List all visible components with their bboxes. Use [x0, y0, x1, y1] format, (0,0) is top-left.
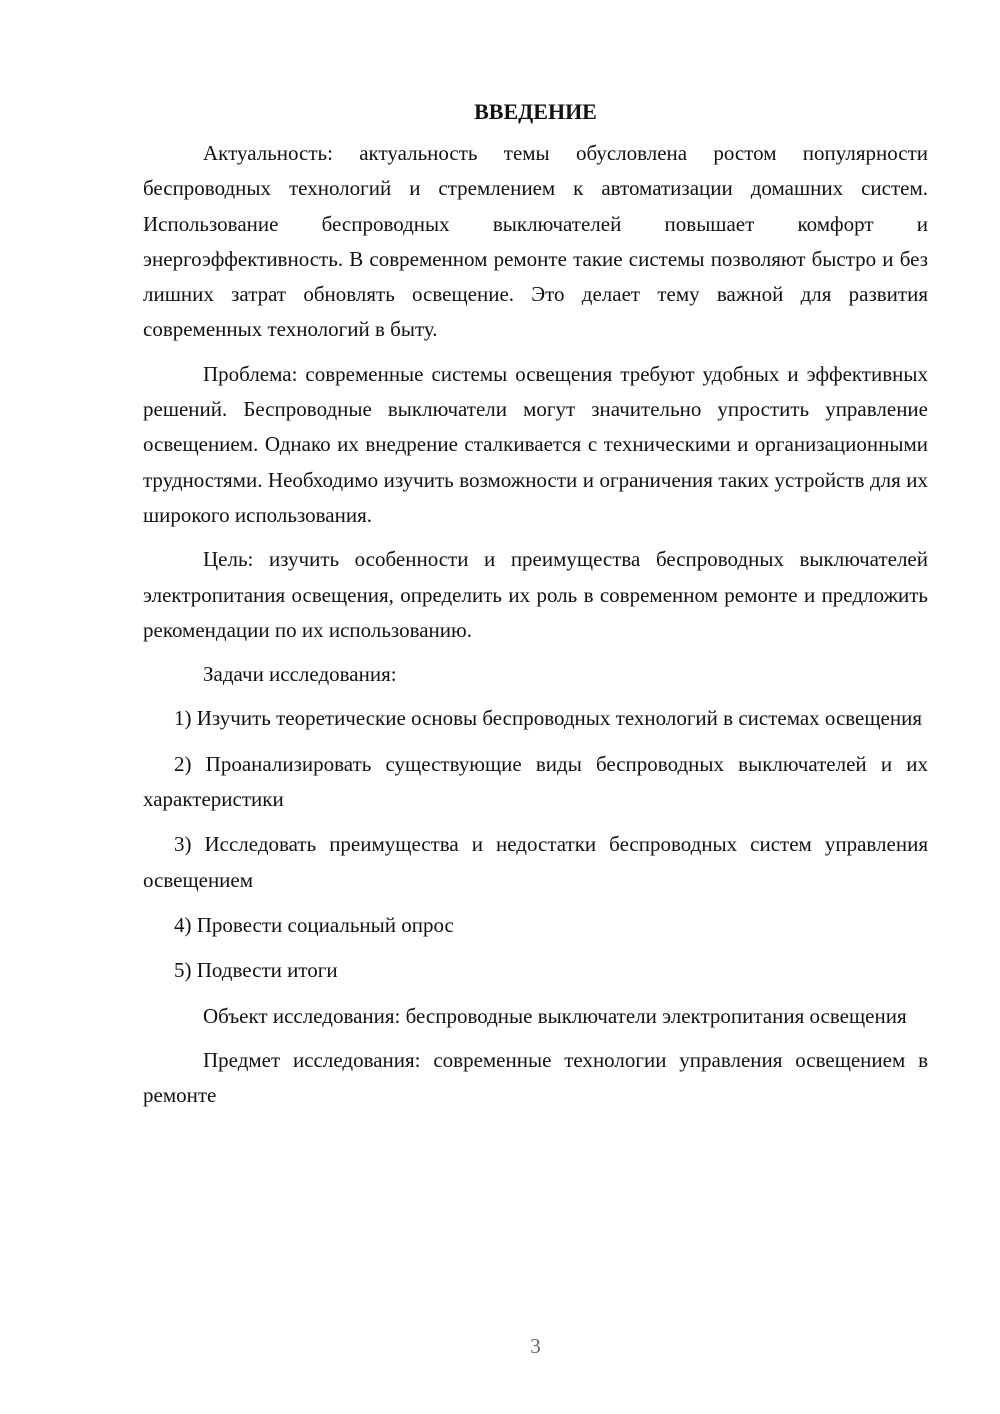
task-item: 4) Провести социальный опрос: [174, 912, 454, 937]
task-item: 5) Подвести итоги: [174, 958, 338, 983]
section-heading: ВВЕДЕНИЕ: [474, 99, 597, 124]
paragraph-relevance: Актуальность: актуальность темы обусловлена ростом популярности беспроводных технологий и стремлением к автоматизации домашних систем. Использование беспроводных выключателей повышает комфорт и энергоэффективность. В современном ремонте такие системы позволяют быстро и без лишних затрат обновлять освещение. Это делает тему важной для развития современных технологий в быту.: [143, 141, 928, 342]
task-item: 2) Проанализировать существующие виды беспроводных выключателей и их характеристики: [143, 751, 928, 812]
task-item: 3) Исследовать преимущества и недостатки беспроводных систем управления освещением: [143, 832, 928, 892]
page-number: 3: [530, 1334, 541, 1358]
page-content: [143, 94, 928, 1122]
paragraph-tasks-intro: Задачи исследования:: [203, 662, 397, 687]
paragraph-subject: Предмет исследования: современные технологии управления освещением в ремонте: [143, 1047, 928, 1108]
task-item: 1) Изучить теоретические основы беспроводных технологий в системах освещения: [174, 706, 923, 731]
paragraph-goal: Цель: изучить особенности и преимущества беспроводных выключателей электропитания освещения, определить их роль в современном ремонте и предложить рекомендации по их использованию.: [143, 547, 928, 642]
paragraph-problem: Проблема: современные системы освещения требуют удобных и эффективных решений. Беспроводные выключатели могут значительно упростить управление освещением. Однако их внедрение сталкивается с техническими и организационными трудностями. Необходимо изучить возможности и ограничения таких устройств для их широкого использования.: [143, 361, 928, 527]
tasks-list: [143, 701, 928, 988]
paragraph-object: Объект исследования: беспроводные выключатели электропитания освещения: [203, 1003, 907, 1028]
